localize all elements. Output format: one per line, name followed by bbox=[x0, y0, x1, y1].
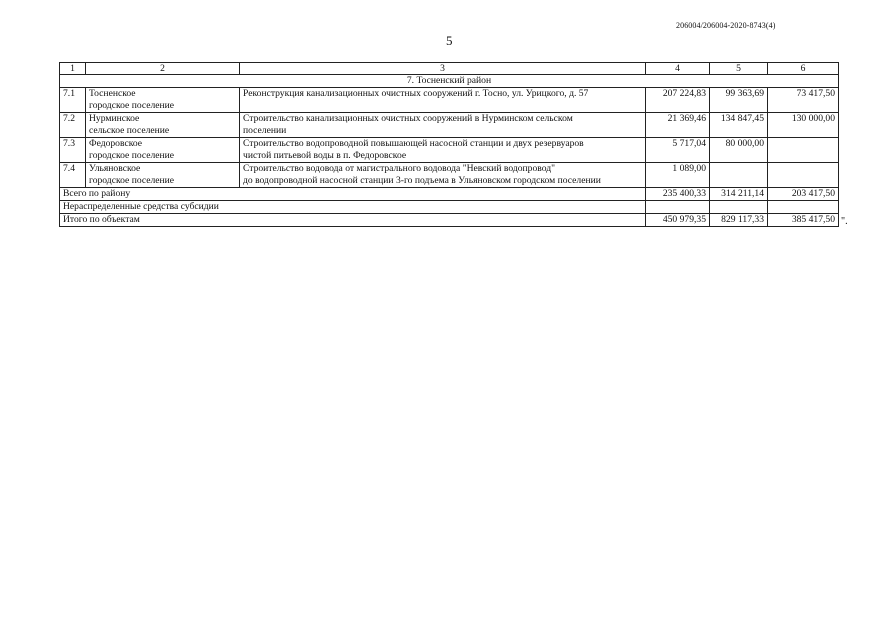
settlement-cell bbox=[86, 113, 240, 138]
settlement-line: Тосненское bbox=[89, 88, 136, 99]
value-col5: 134 847,45 bbox=[710, 113, 768, 138]
row-number: 7.1 bbox=[60, 88, 86, 113]
column-number: 2 bbox=[86, 63, 240, 75]
value-col6: 130 000,00 bbox=[768, 113, 839, 138]
column-number: 3 bbox=[240, 63, 646, 75]
value-col6 bbox=[768, 163, 839, 188]
column-number-row bbox=[60, 63, 839, 75]
value-col6: 203 417,50 bbox=[768, 188, 839, 201]
unallocated-label: Нераспределенные средства субсидии bbox=[60, 201, 646, 214]
value-col4: 450 979,35 bbox=[646, 214, 710, 227]
column-number: 5 bbox=[710, 63, 768, 75]
column-number: 6 bbox=[768, 63, 839, 75]
description-line: Реконструкция канализационных очистных сооружений г. Тосно, ул. Урицкого, д. 57 bbox=[243, 88, 589, 99]
row-number: 7.2 bbox=[60, 113, 86, 138]
value-col4 bbox=[646, 201, 710, 214]
settlement-line: Ульяновское bbox=[89, 163, 141, 174]
settlement-cell bbox=[86, 138, 240, 163]
value-col4: 207 224,83 bbox=[646, 88, 710, 113]
table-row bbox=[60, 88, 839, 113]
value-col5 bbox=[710, 163, 768, 188]
value-col5: 829 117,33 bbox=[710, 214, 768, 227]
row-number: 7.3 bbox=[60, 138, 86, 163]
table-row bbox=[60, 163, 839, 188]
value-col4: 235 400,33 bbox=[646, 188, 710, 201]
settlement-line: городское поселение bbox=[89, 99, 175, 111]
column-number: 4 bbox=[646, 63, 710, 75]
column-number: 1 bbox=[60, 63, 86, 75]
value-col6 bbox=[768, 138, 839, 163]
subsidy-table bbox=[59, 62, 839, 227]
grand-total-label: Итого по объектам bbox=[60, 214, 646, 227]
page-number: 5 bbox=[446, 33, 453, 48]
description-line: Строительство водопроводной повышающей насосной станции и двух резервуаров bbox=[243, 138, 584, 149]
description-line: Строительство водовода от магистрального водовода "Невский водопровод" bbox=[243, 163, 556, 174]
settlement-line: городское поселение bbox=[89, 174, 175, 186]
value-col5: 99 363,69 bbox=[710, 88, 768, 113]
settlement-line: Федоровское bbox=[89, 138, 143, 149]
description-cell bbox=[240, 138, 646, 163]
table-row bbox=[60, 113, 839, 138]
unallocated-row bbox=[60, 201, 839, 214]
value-col4: 21 369,46 bbox=[646, 113, 710, 138]
settlement-line: Нурминское bbox=[89, 113, 140, 124]
settlement-cell bbox=[86, 88, 240, 113]
value-col6: 385 417,50 bbox=[768, 214, 839, 227]
description-line: чистой питьевой воды в п. Федоровское bbox=[243, 149, 407, 161]
description-line: поселении bbox=[243, 124, 287, 136]
value-col5: 314 211,14 bbox=[710, 188, 768, 201]
value-col5: 80 000,00 bbox=[710, 138, 768, 163]
value-col6: 73 417,50 bbox=[768, 88, 839, 113]
description-cell bbox=[240, 88, 646, 113]
description-cell bbox=[240, 113, 646, 138]
section-title: 7. Тосненский район bbox=[60, 75, 839, 88]
district-total-label: Всего по району bbox=[60, 188, 646, 201]
settlement-line: городское поселение bbox=[89, 149, 175, 161]
closing-quote-mark: ". bbox=[841, 216, 848, 227]
row-number: 7.4 bbox=[60, 163, 86, 188]
settlement-cell bbox=[86, 163, 240, 188]
value-col4: 1 089,00 bbox=[646, 163, 710, 188]
table-row bbox=[60, 138, 839, 163]
description-cell bbox=[240, 163, 646, 188]
value-col4: 5 717,04 bbox=[646, 138, 710, 163]
section-row bbox=[60, 75, 839, 88]
settlement-line: сельское поселение bbox=[89, 124, 170, 136]
district-total-row bbox=[60, 188, 839, 201]
description-line: до водопроводной насосной станции 3-го подъема в Ульяновском городском поселении bbox=[243, 174, 601, 186]
value-col6 bbox=[768, 201, 839, 214]
document-id: 206004/206004-2020-8743(4) bbox=[676, 21, 776, 30]
value-col5 bbox=[710, 201, 768, 214]
grand-total-row bbox=[60, 214, 839, 227]
description-line: Строительство канализационных очистных сооружений в Нурминском сельском bbox=[243, 113, 573, 124]
